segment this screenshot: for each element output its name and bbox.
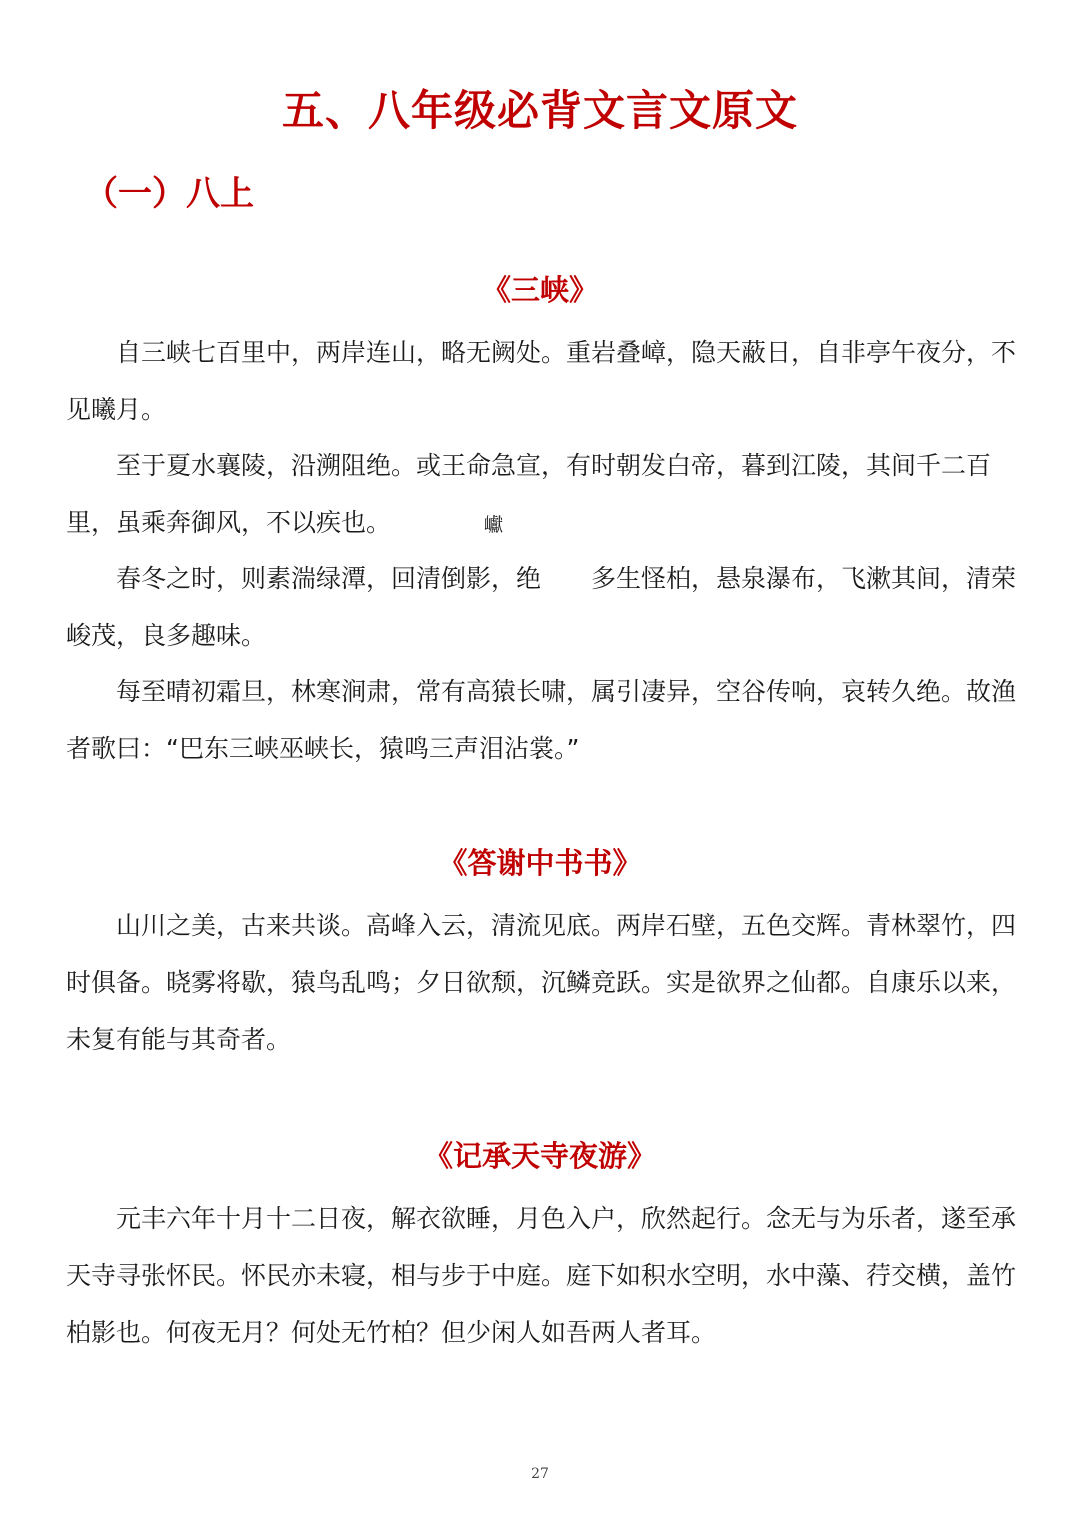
page-number: 27 [531, 1466, 549, 1482]
essay-paragraph: 每至晴初霜旦，林寒涧肃，常有高猿长啸，属引凄异，空谷传响，哀转久绝。故渔者歌曰：“巴东三峡巫峡长，猿鸣三声泪沾裳。” [66, 677, 1017, 763]
essay-paragraph: 春冬之时，则素湍绿潭，回清倒影，绝 多生怪柏，悬泉瀑布，飞漱其间，清荣峻茂，良多趣味。 [66, 564, 1017, 650]
essay-paragraph: 元丰六年十月十二日夜，解衣欲睡，月色入户，欣然起行。念无与为乐者，遂至承天寺寻张怀民。怀民亦未寝，相与步于中庭。庭下如积水空明，水中藻、荇交横，盖竹柏影也。何夜无月？何处无竹柏？但少闲人如吾两人者耳。 [66, 1204, 1017, 1347]
essay-title-sanxia: 《三峡》 [481, 273, 598, 307]
essay-paragraph: 山川之美，古来共谈。高峰入云，清流见底。两岸石壁，五色交辉。青林翠竹，四时俱备。晓雾将歇，猿鸟乱鸣；夕日欲颓，沉鳞竞跃。实是欲界之仙都。自康乐以来，未复有能与其奇者。 [66, 911, 1017, 1054]
section-heading: （一）八上 [84, 174, 254, 214]
page-title: 五、八年级必背文言文原文 [281, 86, 798, 135]
essay-title-jichengtiansiyeyou: 《记承天寺夜游》 [423, 1139, 656, 1173]
essay-paragraph: 自三峡七百里中，两岸连山，略无阙处。重岩叠嶂，隐天蔽日，自非亭午夜分，不见曦月。 [66, 338, 1017, 424]
essay-title-daxiezhongshushu: 《答谢中书书》 [438, 846, 642, 880]
essay-paragraph: 至于夏水襄陵，沿溯阻绝。或王命急宣，有时朝发白帝，暮到江陵，其间千二百里，虽乘奔御风，不以疾也。 [66, 451, 992, 537]
margin-gloss-character: 巘 [484, 514, 504, 536]
